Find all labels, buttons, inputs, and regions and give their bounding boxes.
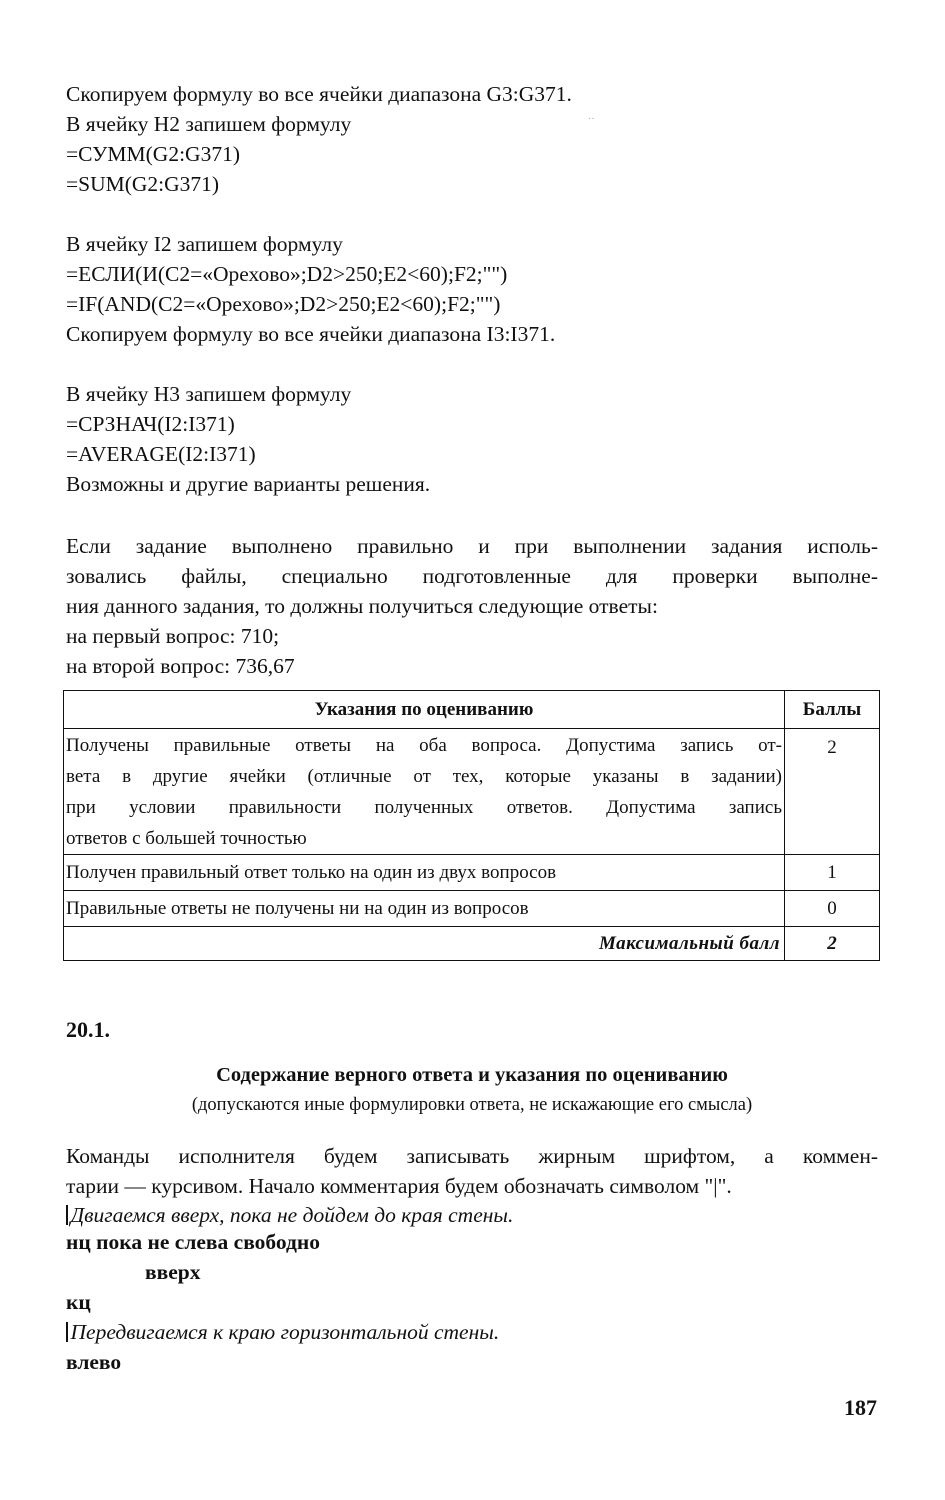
points-cell: 1 bbox=[785, 855, 880, 891]
formula-if-en: =IF(AND(C2=«Орехово»;D2>250;E2<60);F2;"") bbox=[66, 292, 501, 316]
criteria-line: при условии правильности полученных ответов. Допустима запись bbox=[66, 797, 782, 818]
comment-text: Двигаемся вверх, пока не дойдем до края стены. bbox=[70, 1203, 514, 1227]
table-row bbox=[64, 729, 880, 855]
table-row bbox=[64, 891, 880, 927]
section-title: Содержание верного ответа и указания по оцениванию bbox=[216, 1064, 728, 1086]
commands-line-1: Команды исполнителя будем записывать жирным шрифтом, а коммен- bbox=[66, 1144, 878, 1168]
command-left: влево bbox=[66, 1350, 122, 1374]
header-points: Баллы bbox=[785, 691, 880, 729]
max-score-value: 2 bbox=[785, 927, 880, 961]
answer-second-question: на второй вопрос: 736,67 bbox=[66, 654, 295, 678]
grading-table bbox=[63, 690, 880, 961]
answers-line-2: зовались файлы, специально подготовленные для проверки выполне- bbox=[66, 564, 878, 588]
criteria-cell bbox=[64, 729, 785, 855]
comment-bar-icon bbox=[66, 1322, 68, 1342]
other-solutions: Возможны и другие варианты решения. bbox=[66, 472, 431, 496]
comment-line-1 bbox=[66, 1200, 513, 1230]
loop-body: вверх bbox=[145, 1260, 201, 1284]
i2-intro: В ячейку I2 запишем формулу bbox=[66, 232, 343, 256]
formula-avg-en: =AVERAGE(I2:I371) bbox=[66, 442, 256, 466]
criteria-cell: Правильные ответы не получены ни на один из вопросов bbox=[64, 891, 785, 927]
table-row bbox=[64, 855, 880, 891]
answers-line-3: ния данного задания, то должны получиться следующие ответы: bbox=[66, 594, 658, 618]
intro-line-2: В ячейку H2 запишем формулу bbox=[66, 112, 352, 136]
comment-line-2 bbox=[66, 1317, 499, 1347]
header-criteria: Указания по оцениванию bbox=[64, 691, 785, 729]
formula-if-ru: =ЕСЛИ(И(C2=«Орехово»;D2>250;E2<60);F2;"") bbox=[66, 262, 508, 286]
points-cell: 2 bbox=[785, 729, 880, 855]
formula-avg-ru: =СРЗНАЧ(I2:I371) bbox=[66, 412, 235, 436]
grading-table-header bbox=[64, 691, 880, 729]
loop-end: кц bbox=[66, 1290, 91, 1314]
formula-sum-ru: =СУММ(G2:G371) bbox=[66, 142, 240, 166]
comment-bar-icon bbox=[66, 1205, 68, 1225]
h3-intro: В ячейку H3 запишем формулу bbox=[66, 382, 352, 406]
page-number: 187 bbox=[844, 1395, 877, 1420]
section-subtitle: (допускаются иные формулировки ответа, не искажающие его смысла) bbox=[191, 1095, 753, 1115]
points-cell: 0 bbox=[785, 891, 880, 927]
criteria-cell: Получен правильный ответ только на один из двух вопросов bbox=[64, 855, 785, 891]
criteria-line: вета в другие ячейки (отличные от тех, которые указаны в задании) bbox=[66, 766, 782, 787]
book-page: ˙˙ Скопируем формулу во все ячейки диапазона G3:G371. В ячейку H2 запишем формулу =СУММ(G2:G371) =SUM(G2:G371) В ячейку I2 запишем формулу =ЕСЛИ(И(C2=«Орехово»;D2>250;E2<60);F2;"") =IF(AND(C2=«Орехово»;D2>250;E2<60);F2;"") Скопируем формулу во все ячейки диапазона I3:I371. В ячейку H3 запишем формулу =СРЗНАЧ(I2:I371) =AVERAGE(I2:I371) Возможны и другие варианты решения. Если задание выполнено правильно и при выполнении задания исполь- зовались файлы, специально подготовленные для проверки выполне- ния данного задания, то должны получиться следующие ответы: на первый вопрос: 710; на второй вопрос: 736,67 Указания по оцениванию Баллы Получены правильные ответы на оба вопроса. Допустима запись от- вета в другие ячейки (отличные от тех, которые указаны в задании) при условии правильности полученных ответов. Допустима запись ответов с большей точностью 2 Получен правильный ответ только на один из двух вопросов 1 Правильные ответы не получены ни на один из вопросов 0 Максимальный балл 2 20.1. Содержание верного ответа и указания по оцениванию (допускаются иные формулировки ответа, не искажающие его смысла) Команды исполнителя будем записывать жирным шрифтом, а коммен- тарии — курсивом. Начало комментария будем обозначать символом "|". Двигаемся вверх, пока не дойдем до края стены. нц пока не слева свободно вверх кц Передвигаемся к краю горизонтальной стены. влево 187 bbox=[0, 0, 945, 1500]
commands-line-2: тарии — курсивом. Начало комментария будем обозначать символом "|". bbox=[66, 1174, 732, 1198]
comment-text: Передвигаемся к краю горизонтальной стены. bbox=[70, 1320, 500, 1344]
criteria-line: Получены правильные ответы на оба вопроса. Допустима запись от- bbox=[66, 735, 782, 756]
answer-first-question: на первый вопрос: 710; bbox=[66, 624, 280, 648]
answers-line-1: Если задание выполнено правильно и при выполнении задания исполь- bbox=[66, 534, 878, 558]
table-row-max bbox=[64, 927, 880, 961]
i2-copy: Скопируем формулу во все ячейки диапазона I3:I371. bbox=[66, 322, 556, 346]
max-score-label: Максимальный балл bbox=[64, 927, 785, 961]
formula-sum-en: =SUM(G2:G371) bbox=[66, 172, 220, 196]
loop-start: нц пока не слева свободно bbox=[66, 1230, 321, 1254]
intro-line-1: Скопируем формулу во все ячейки диапазона G3:G371. bbox=[66, 82, 572, 106]
section-number: 20.1. bbox=[66, 1017, 110, 1042]
criteria-line: ответов с большей точностью bbox=[66, 828, 307, 849]
